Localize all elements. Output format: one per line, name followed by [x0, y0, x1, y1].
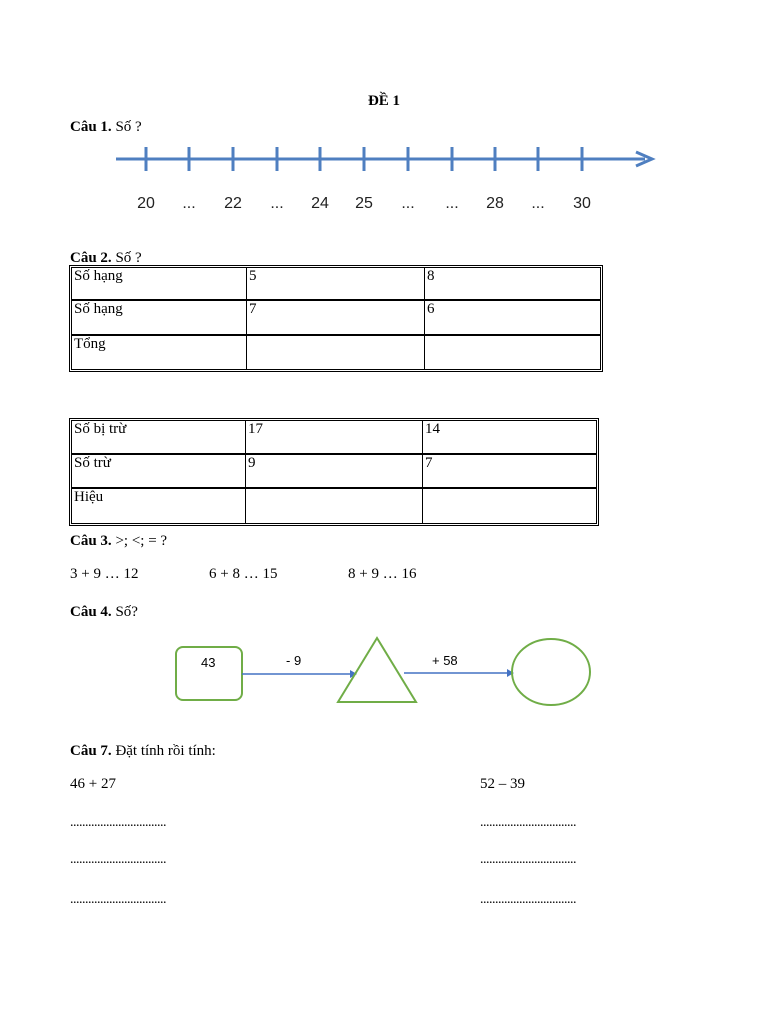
- question-3-text: >; <; = ?: [111, 533, 168, 549]
- table-cell: 7: [247, 301, 425, 336]
- answer-line: ................................: [480, 815, 576, 830]
- question-2-label: Câu 2.: [70, 250, 112, 266]
- table-cell: Số trừ: [72, 455, 246, 489]
- subtraction-table: [69, 418, 599, 526]
- number-line: [0, 140, 768, 180]
- table-cell: 8: [425, 268, 600, 301]
- table-cell: Số hạng: [72, 301, 247, 336]
- table-cell: Tổng: [72, 336, 247, 369]
- question-1-label: Câu 1.: [70, 119, 112, 135]
- question-4-label: Câu 4.: [70, 604, 112, 620]
- number-line-label: 20: [137, 195, 155, 212]
- question-2-text: Số ?: [111, 250, 142, 266]
- operation-chain-diagram: [0, 630, 768, 715]
- circle-shape: [512, 639, 590, 705]
- table-cell: Số bị trừ: [72, 421, 246, 455]
- addition-table: [69, 265, 603, 372]
- question-3-heading: [70, 532, 167, 550]
- table-cell: 5: [247, 268, 425, 301]
- table-cell: [425, 336, 600, 369]
- page-title: ĐỀ 1: [367, 93, 401, 109]
- table-cell: [246, 489, 423, 523]
- operation-1-label: - 9: [286, 653, 302, 668]
- question-7-heading: [70, 742, 216, 760]
- number-line-label: 24: [311, 195, 329, 212]
- table-cell: 6: [425, 301, 600, 336]
- expression-left: 46 + 27: [70, 776, 116, 792]
- question-7-label: Câu 7.: [70, 743, 112, 759]
- comparison-item: 3 + 9 … 12: [70, 566, 139, 582]
- answer-line: ................................: [70, 815, 166, 830]
- comparison-item: 6 + 8 … 15: [209, 566, 278, 582]
- table-cell: 7: [423, 455, 596, 489]
- table-cell: [423, 489, 596, 523]
- expression-right: 52 – 39: [480, 776, 525, 792]
- triangle-shape: [338, 638, 416, 702]
- number-line-label: ...: [445, 195, 459, 212]
- number-line-label: 22: [224, 195, 242, 212]
- table-cell: 14: [423, 421, 596, 455]
- table-cell: Hiệu: [72, 489, 246, 523]
- number-line-label: 30: [573, 195, 591, 212]
- number-line-label: 25: [355, 195, 373, 212]
- operation-2-label: + 58: [432, 653, 458, 668]
- number-line-label: ...: [182, 195, 196, 212]
- question-4-text: Số?: [111, 604, 138, 620]
- table-cell: 9: [246, 455, 423, 489]
- answer-line: ................................: [70, 892, 166, 907]
- start-value: 43: [201, 655, 216, 670]
- question-1-heading: [70, 118, 142, 136]
- answer-line: ................................: [480, 892, 576, 907]
- table-cell: [247, 336, 425, 369]
- answer-line: ................................: [70, 852, 166, 867]
- number-line-label: ...: [401, 195, 415, 212]
- table-cell: Số hạng: [72, 268, 247, 301]
- comparison-item: 8 + 9 … 16: [348, 566, 417, 582]
- number-line-label: 28: [486, 195, 504, 212]
- question-3-label: Câu 3.: [70, 533, 112, 549]
- number-line-label: ...: [270, 195, 284, 212]
- table-cell: 17: [246, 421, 423, 455]
- number-line-label: ...: [531, 195, 545, 212]
- answer-line: ................................: [480, 852, 576, 867]
- question-4-heading: [70, 603, 138, 621]
- question-7-text: Đặt tính rồi tính:: [111, 743, 216, 759]
- question-1-text: Số ?: [111, 119, 142, 135]
